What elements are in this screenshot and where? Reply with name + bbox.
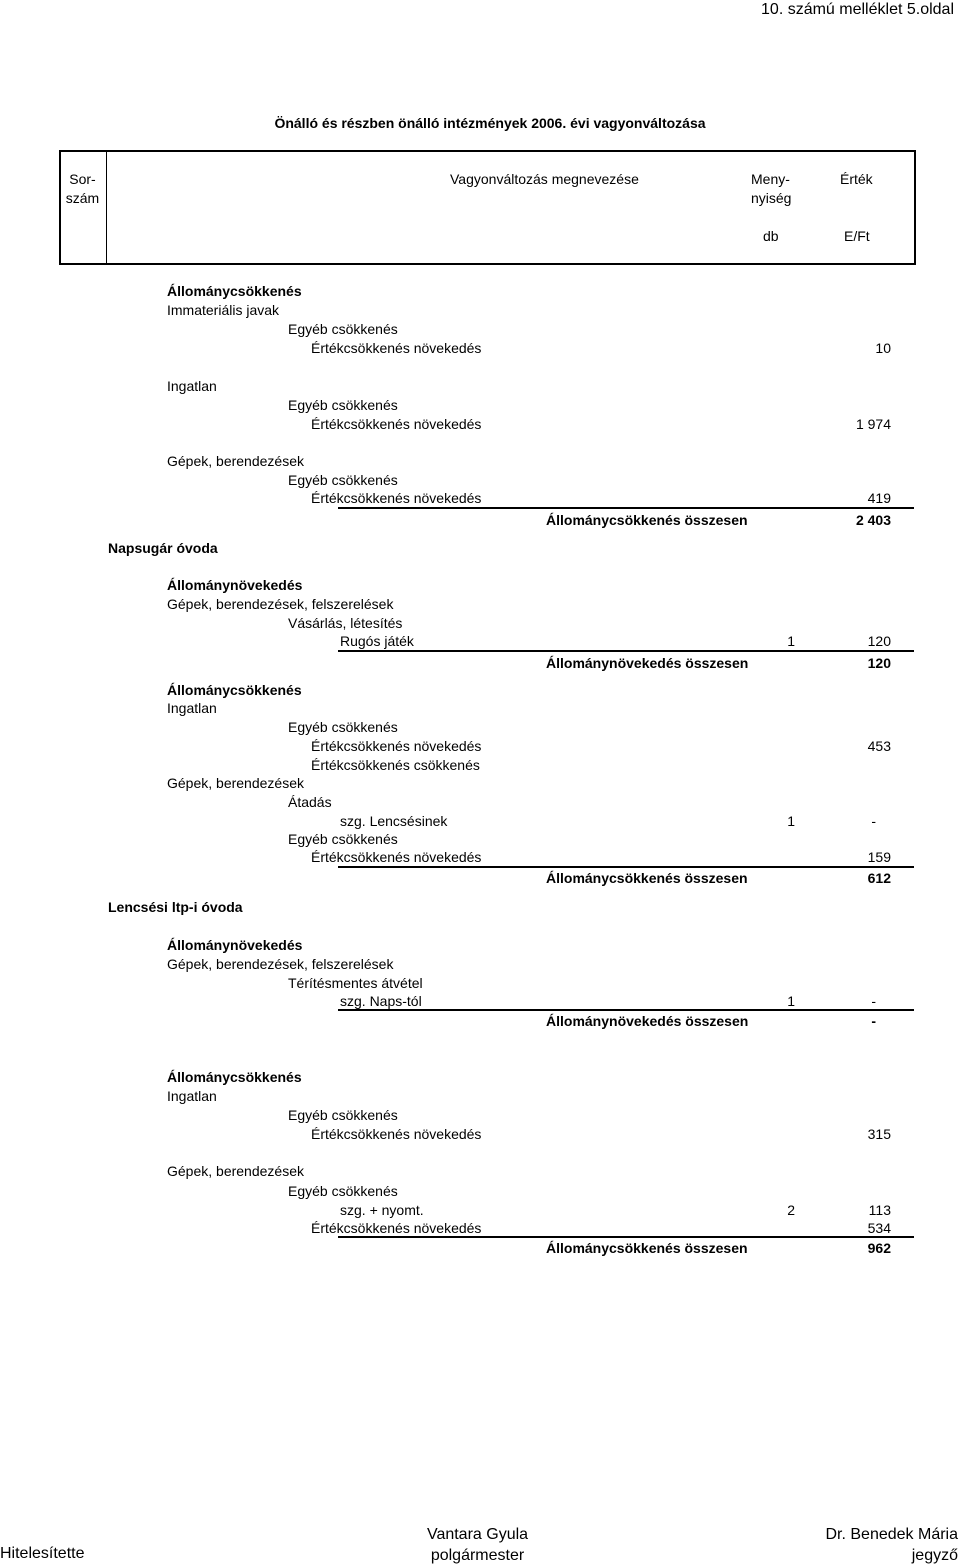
subcategory-other-decrease: Egyéb csökkenés — [288, 1107, 398, 1123]
section-heading-increase: Állománynövekedés — [167, 937, 303, 953]
category-machinery: Gépek, berendezések — [167, 453, 304, 469]
signatory-name-mayor: Vantara Gyula — [426, 1526, 529, 1543]
line-item-value: 419 — [867, 490, 891, 506]
category-real-estate: Ingatlan — [167, 378, 217, 394]
line-item-label: szg. Lencsésinek — [340, 813, 448, 829]
section-total-label: Állománycsökkenés összesen — [546, 870, 748, 886]
certified-by-label: Hitelesítette — [0, 1545, 85, 1562]
line-item-value: 120 — [867, 633, 891, 649]
col-sor-label-2: szám — [65, 190, 100, 206]
col-sor-label-1: Sor- — [69, 171, 96, 187]
total-rule — [338, 1236, 914, 1238]
col-value-label: Érték — [840, 171, 873, 187]
unit-qty: db — [763, 228, 779, 244]
line-item-label: Értékcsökkenés növekedés — [311, 738, 482, 754]
line-item-label: Értékcsökkenés növekedés — [311, 1126, 482, 1142]
line-item-value: - — [871, 993, 876, 1009]
line-item-label: szg. Naps-tól — [340, 993, 422, 1009]
section-heading-decrease: Állománycsökkenés — [167, 1069, 302, 1085]
col-qty-label-1: Meny- — [751, 171, 790, 187]
section-total-value: - — [871, 1013, 876, 1029]
line-item-value: 453 — [867, 738, 891, 754]
line-item-value: - — [871, 813, 876, 829]
category-machinery-equipment: Gépek, berendezések, felszerelések — [167, 956, 394, 972]
line-item-value: 315 — [867, 1126, 891, 1142]
signatory-role-notary: jegyző — [911, 1547, 958, 1564]
line-item-qty: 1 — [787, 813, 795, 829]
line-item-value: 534 — [867, 1220, 891, 1236]
category-machinery: Gépek, berendezések — [167, 775, 304, 791]
category-real-estate: Ingatlan — [167, 700, 217, 716]
category-machinery-equipment: Gépek, berendezések, felszerelések — [167, 596, 394, 612]
section-total-label: Állománynövekedés összesen — [546, 655, 749, 671]
line-item-qty: 1 — [787, 993, 795, 1009]
subcategory-transfer: Átadás — [288, 794, 332, 810]
category-machinery: Gépek, berendezések — [167, 1163, 304, 1179]
section-total-value: 962 — [867, 1240, 891, 1256]
total-rule — [338, 1009, 914, 1011]
line-item-label: Értékcsökkenés növekedés — [311, 1220, 482, 1236]
table-header-box — [59, 150, 916, 265]
line-item-label: Értékcsökkenés növekedés — [311, 849, 482, 865]
page-number-header: 10. számú melléklet 5.oldal — [761, 1, 954, 18]
line-item-label: Értékcsökkenés növekedés — [311, 416, 482, 432]
col-name-label: Vagyonváltozás megnevezése — [450, 171, 639, 187]
line-item-qty: 2 — [787, 1202, 795, 1218]
line-item-value: 113 — [868, 1202, 891, 1218]
category-intangible-assets: Immateriális javak — [167, 302, 280, 318]
section-total-label: Állománycsökkenés összesen — [546, 512, 748, 528]
institution-name: Lencsési ltp-i óvoda — [108, 899, 243, 915]
line-item-value: 10 — [875, 340, 891, 356]
section-total-value: 612 — [867, 870, 891, 886]
subcategory-other-decrease: Egyéb csökkenés — [288, 397, 398, 413]
line-item-value: 1 974 — [855, 416, 891, 432]
section-heading-decrease: Állománycsökkenés — [167, 682, 302, 698]
subcategory-other-decrease: Egyéb csökkenés — [288, 719, 398, 735]
subcategory-other-decrease: Egyéb csökkenés — [288, 472, 398, 488]
subcategory-purchase: Vásárlás, létesítés — [288, 615, 403, 631]
category-real-estate: Ingatlan — [167, 1088, 217, 1104]
line-item-value: 159 — [867, 849, 891, 865]
col-qty-label-2: nyiség — [751, 190, 792, 206]
line-item-qty: 1 — [787, 633, 795, 649]
section-total-label: Állománycsökkenés összesen — [546, 1240, 748, 1256]
signatory-name-notary: Dr. Benedek Mária — [825, 1526, 958, 1543]
subcategory-other-decrease: Egyéb csökkenés — [288, 831, 398, 847]
line-item-label: Értékcsökkenés csökkenés — [311, 757, 480, 773]
total-rule — [338, 650, 914, 652]
line-item-label: szg. + nyomt. — [340, 1202, 424, 1218]
section-heading-decrease: Állománycsökkenés — [167, 283, 302, 299]
signatory-role-mayor: polgármester — [430, 1547, 525, 1564]
section-total-value: 120 — [867, 655, 891, 671]
section-heading-increase: Állománynövekedés — [167, 577, 303, 593]
subcategory-other-decrease: Egyéb csökkenés — [288, 1183, 398, 1199]
institution-name: Napsugár óvoda — [108, 540, 218, 556]
document-title: Önálló és részben önálló intézmények 2006. évi vagyonváltozása — [274, 115, 706, 131]
section-total-value: 2 403 — [855, 512, 891, 528]
total-rule — [338, 507, 914, 509]
line-item-label: Értékcsökkenés növekedés — [311, 490, 482, 506]
subcategory-other-decrease: Egyéb csökkenés — [288, 321, 398, 337]
section-total-label: Állománynövekedés összesen — [546, 1013, 749, 1029]
unit-value: E/Ft — [844, 228, 870, 244]
total-rule — [338, 866, 914, 868]
table-header-divider — [106, 150, 107, 263]
line-item-label: Értékcsökkenés növekedés — [311, 340, 482, 356]
line-item-label: Rugós játék — [340, 633, 414, 649]
subcategory-free-transfer: Térítésmentes átvétel — [288, 975, 423, 991]
